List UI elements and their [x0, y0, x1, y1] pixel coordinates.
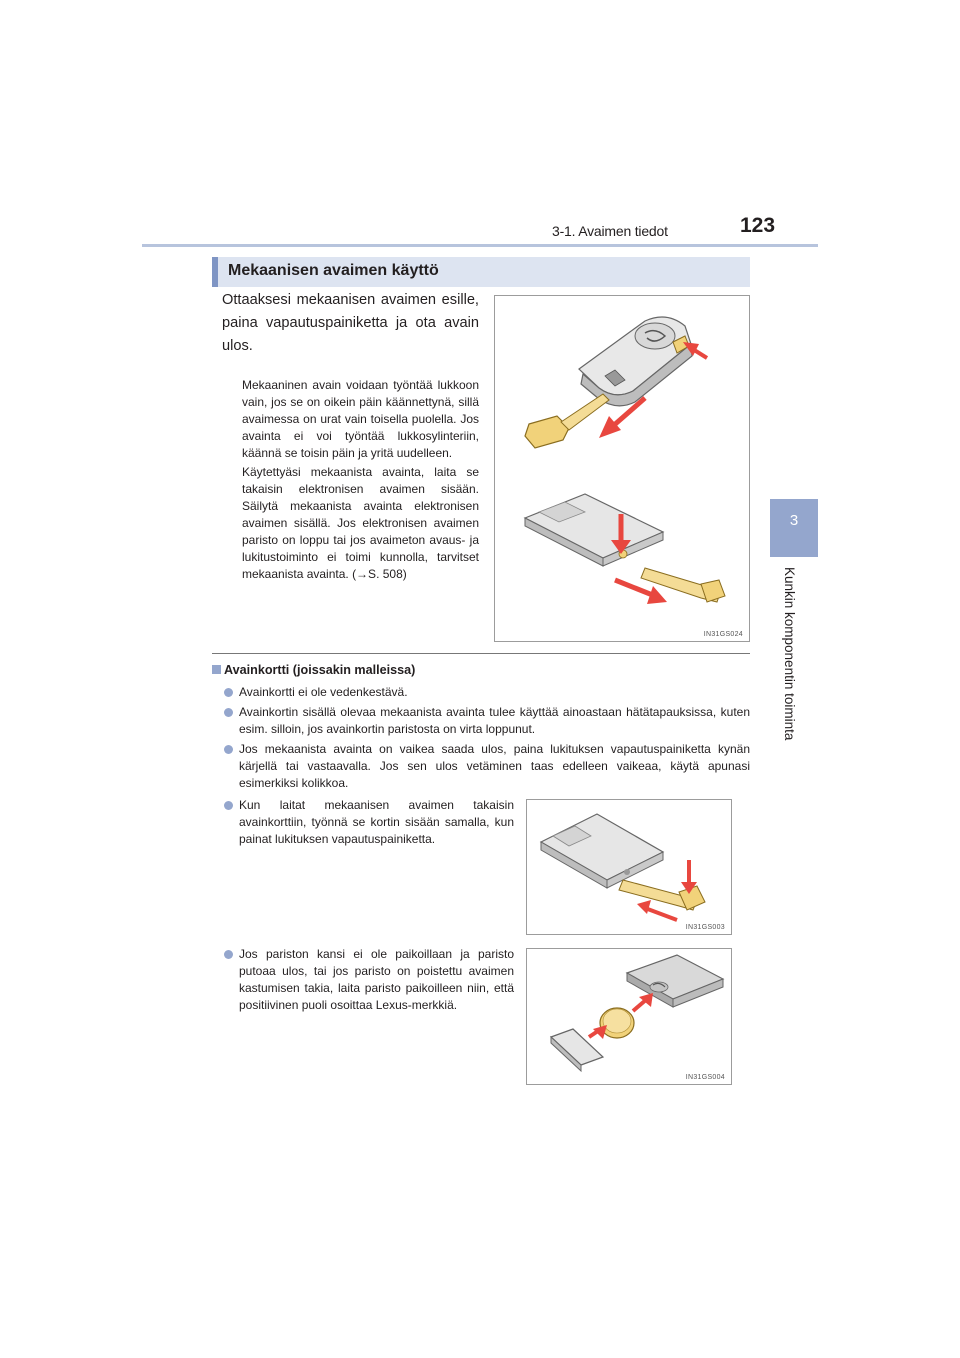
mechanical-key-blade-top — [525, 394, 609, 448]
bullet-dot-icon — [224, 708, 233, 717]
square-bullet-icon — [212, 665, 221, 674]
sub-heading — [212, 663, 415, 677]
bullet-item — [224, 684, 750, 701]
bullet-dot-icon — [224, 688, 233, 697]
figure-key-card-insert — [526, 799, 732, 935]
figure-battery-replacement — [526, 948, 732, 1085]
bullet-item — [224, 946, 514, 1014]
figure-code: IN31GS024 — [703, 631, 743, 638]
figure-illustration — [495, 296, 751, 643]
bullet-dot-icon — [224, 801, 233, 810]
figure-illustration — [527, 800, 733, 936]
header-rule — [142, 244, 818, 247]
bullet-item — [224, 704, 750, 738]
section-note: Mekaaninen avain voidaan työntää lukkoon vain, jos se on oikein päin käännettynä, sillä avaimessa on urat vain toisella puolella. Jos avainta ei voi työntää lukkosylinteriin, käännä se toisin päin ja yritä uudelleen. — [242, 378, 479, 460]
key-card-illustration — [525, 494, 663, 566]
chapter-tab[interactable]: 3 — [770, 499, 818, 557]
figure-code: IN31GS003 — [685, 924, 725, 931]
section-divider — [212, 653, 750, 654]
section-note: Käytettyäsi mekaanista avainta, laita se takaisin elektronisen avaimen sisään. Säilytä mekaanista avainta elektronisen avaimen sisällä. Jos elektronisen avaimen paristo on loppu tai jos avaimeton avaus- ja lukitustoiminto ei toimi kunnolla, tarvitset mekaanista avainta. (→S. 508) — [242, 465, 479, 581]
key-card-open-illustration — [627, 955, 723, 1007]
battery-cover-illustration — [551, 1029, 603, 1071]
coin-battery-illustration — [600, 1008, 634, 1038]
figure-mechanical-key-removal — [494, 295, 750, 642]
bullet-text: Avainkortin sisällä olevaa mekaanista avainta tulee käyttää ainoastaan hätätapauksissa, kuten esim. silloin, jos avainkortin paristosta on virta loppunut. — [239, 705, 750, 736]
bullet-item — [224, 741, 750, 792]
chapter-title-vertical — [782, 567, 806, 761]
bullet-item — [224, 797, 514, 848]
bullet-text: Avainkortti ei ole vedenkestävä. — [239, 685, 408, 699]
section-lead-text: Ottaaksesi mekaanisen avaimen esille, paina vapautuspainiketta ja ota avain ulos. — [222, 292, 479, 354]
bullet-text: Kun laitat mekaanisen avaimen takaisin avainkorttiin, työnnä se kortin sisään samalla, kun painat lukituksen vapautuspainiketta. — [239, 798, 514, 846]
bullet-text: Jos mekaanista avainta on vaikea saada ulos, paina lukituksen vapautuspainiketta kynän kärjellä tai vastaavalla. Jos sen ulos vetäminen taas edelleen vaikeaa, käytä apunasi esimerkiksi kolikkoa. — [239, 742, 750, 790]
sub-heading-text: Avainkortti (joissakin malleissa) — [224, 663, 416, 677]
running-header-section: 3-1. Avaimen tiedot — [552, 223, 668, 239]
bullet-dot-icon — [224, 745, 233, 754]
page-number: 123 — [740, 214, 776, 237]
smart-key-fob-illustration — [579, 317, 692, 406]
bullet-dot-icon — [224, 950, 233, 959]
section-heading: Mekaanisen avaimen käyttö — [212, 257, 750, 287]
chapter-title-text: Kunkin komponentin toiminta — [782, 567, 797, 741]
figure-code: IN31GS004 — [685, 1074, 725, 1081]
figure-illustration — [527, 949, 733, 1086]
key-card-illustration — [541, 814, 663, 888]
bullet-text: Jos pariston kansi ei ole paikoillaan ja paristo putoaa ulos, tai jos paristo on poistettu avaimen kastumisen takia, laita paristo paikoilleen niin, että positiivinen puoli osoittaa Lexus-merkkiä. — [239, 947, 514, 1012]
